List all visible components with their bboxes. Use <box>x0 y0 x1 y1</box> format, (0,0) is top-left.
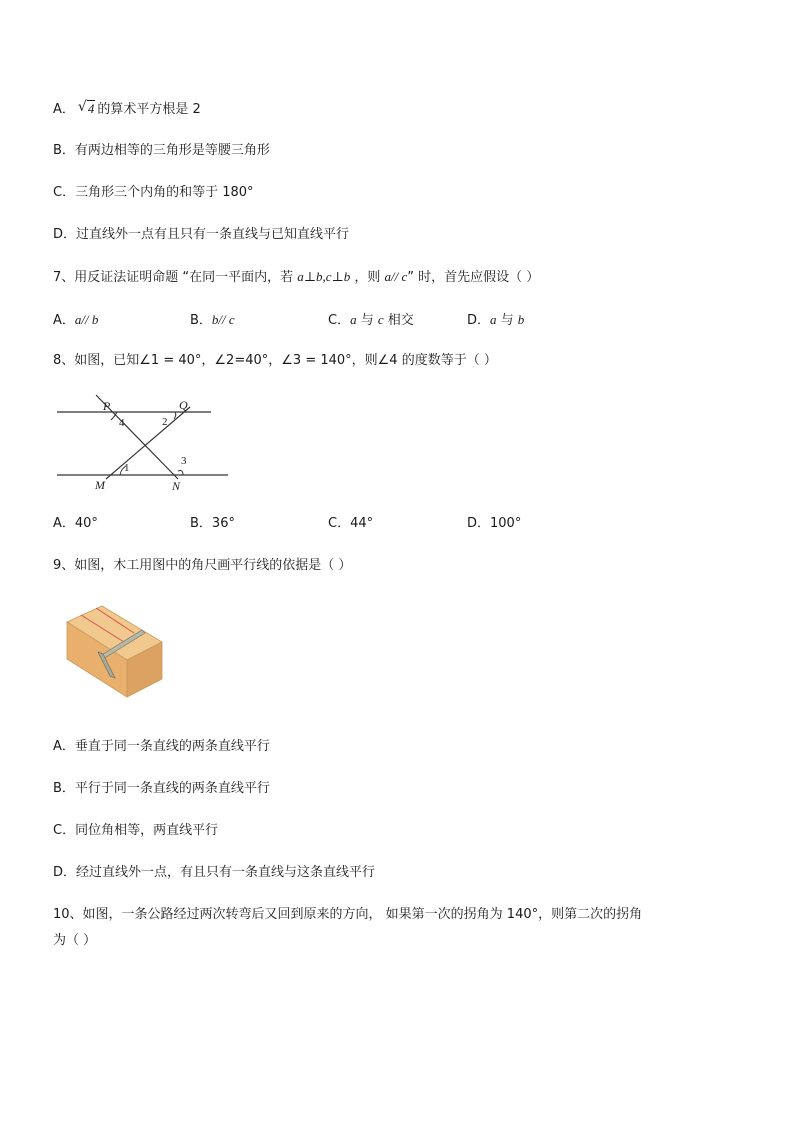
option-q6-b: B．有两边相等的三角形是等腰三角形 <box>53 143 270 158</box>
option-text: 的算术平方根是 2 <box>97 102 201 117</box>
question-8-stem: 8、如图，已知∠1 = 40°，∠2=40°，∠3 = 140°，则∠4 的度数等于（ ） <box>53 353 497 368</box>
label-angle-2: 2 <box>162 416 168 428</box>
option-label: A． <box>53 102 75 117</box>
label-angle-4: 4 <box>119 417 125 429</box>
angle-2-arc <box>174 412 176 419</box>
option-q6-a <box>53 100 201 119</box>
condition-expression: a⊥b,c⊥b <box>297 269 351 284</box>
label-angle-1: 1 <box>124 462 130 474</box>
variable: c <box>377 312 384 327</box>
label-m: M <box>95 478 105 492</box>
question-7-stem <box>53 268 539 287</box>
option-text: 与 <box>496 313 518 328</box>
question-10-stem-line1: 10、如图，一条公路经过两次转弯后又回到原来的方向， 如果第一次的拐角为 140°，则第二次的拐角 <box>53 907 643 922</box>
option-text: b// c <box>211 312 235 327</box>
stem-text: ” 时，首先应假设（ ） <box>407 270 540 285</box>
option-c <box>328 311 414 330</box>
option-text: 与 <box>356 313 378 328</box>
variable: b <box>517 312 525 327</box>
label-p: P <box>103 399 111 413</box>
question-10-stem-line2: 为（ ） <box>53 933 97 948</box>
label-n: N <box>172 479 181 493</box>
option-label: B． <box>190 313 212 328</box>
option-label: D． <box>467 313 491 328</box>
variable: a <box>490 312 497 327</box>
conclusion-expression: a// c <box>384 269 408 284</box>
label-angle-3: 3 <box>181 455 187 467</box>
sqrt-expression <box>78 100 96 119</box>
option-q9-c: C．同位角相等，两直线平行 <box>53 823 219 838</box>
option-q6-d: D．过直线外一点有且只有一条直线与已知直线平行 <box>53 227 350 242</box>
option-q6-c: C．三角形三个内角的和等于 180° <box>53 185 254 200</box>
option-label: A． <box>53 313 75 328</box>
option-c: C．44° <box>328 516 374 531</box>
option-text: 相交 <box>383 313 414 328</box>
question-8-options <box>53 515 753 533</box>
angle-3-arc <box>178 471 183 476</box>
option-q9-b: B．平行于同一条直线的两条直线平行 <box>53 781 270 796</box>
variable: a <box>350 312 357 327</box>
option-label: C． <box>328 313 351 328</box>
option-a: A．40° <box>53 516 98 531</box>
question-9-stem: 9、如图，木工用图中的角尺画平行线的依据是（ ） <box>53 558 352 573</box>
option-q9-d: D．经过直线外一点，有且只有一条直线与这条直线平行 <box>53 865 376 880</box>
option-q9-a: A．垂直于同一条直线的两条直线平行 <box>53 739 270 754</box>
option-b: B．36° <box>190 516 235 531</box>
wood-block-figure <box>62 600 168 700</box>
radicand: 4 <box>87 101 95 116</box>
label-q: Q <box>179 398 188 412</box>
radical-icon: √ <box>77 99 87 115</box>
question-7-options <box>53 311 753 329</box>
option-b <box>190 311 235 330</box>
option-text: a// b <box>74 312 99 327</box>
option-d: D．100° <box>467 516 522 531</box>
option-d <box>467 311 524 330</box>
parallel-lines-figure <box>50 392 236 496</box>
stem-text: 7、用反证法证明命题 “在同一平面内，若 <box>53 270 298 285</box>
stem-text: ，则 <box>350 270 385 285</box>
option-a <box>53 311 98 330</box>
